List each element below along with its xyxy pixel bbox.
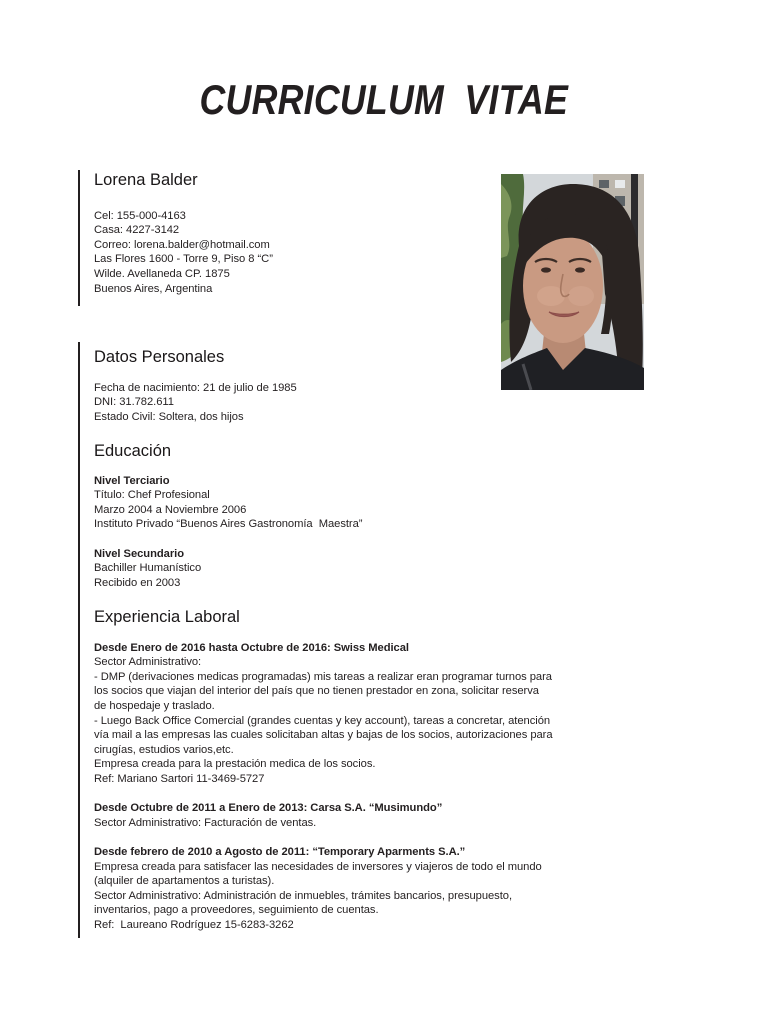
job-line: - Luego Back Office Comercial (grandes cuentas y key account), tareas a concretar, atención (94, 714, 551, 727)
spacer (94, 830, 553, 845)
cv-title: CURRICULUM VITAE (199, 76, 569, 123)
contact-city: Wilde. Avellaneda CP. 1875 (94, 268, 230, 281)
job-line: - DMP (derivaciones medicas programadas) mis tareas a realizar eran programar turnos para (94, 670, 552, 683)
contact-province: Buenos Aires, Argentina (94, 282, 213, 295)
education-line: Bachiller Humanístico (94, 562, 202, 575)
personal-birthdate: Fecha de nacimiento: 21 de julio de 1985 (94, 381, 297, 394)
contact-email: Correo: lorena.balder@hotmail.com (94, 238, 270, 251)
education-line: Marzo 2004 a Noviembre 2006 (94, 503, 247, 516)
contact-casa: Casa: 4227-3142 (94, 224, 180, 237)
profile-photo (501, 174, 644, 390)
job-title: Desde febrero de 2010 a Agosto de 2011: “Temporary Aparments S.A.” (94, 846, 466, 858)
job-line: Sector Administrativo: Facturación de ventas. (94, 816, 317, 829)
education-line: Recibido en 2003 (94, 576, 181, 589)
cv-title-wrap (0, 76, 768, 124)
education-level-heading: Nivel Terciario (94, 474, 170, 487)
job-title: Desde Enero de 2016 hasta Octubre de 2016: Swiss Medical (94, 641, 409, 654)
job-line: Empresa creada para satisfacer las necesidades de inversores y viajeros de todo el mundo (94, 860, 542, 873)
name-heading: Lorena Balder (94, 171, 198, 189)
section-heading-education: Educación (94, 442, 172, 460)
section-heading-personal: Datos Personales (94, 348, 225, 366)
job-line: los socios que viajan del interior del país que no tienen prestador en zona, solicitar reserva (94, 685, 539, 698)
contact-divider-bar (78, 170, 80, 306)
personal-block (94, 381, 297, 425)
spacer (94, 532, 362, 547)
job-line: Sector Administrativo: (94, 656, 202, 669)
job-line: Sector Administrativo: Administración de inmuebles, trámites bancarios, presupuesto, (94, 889, 513, 902)
contact-cel: Cel: 155-000-4163 (94, 209, 186, 222)
personal-civil-status: Estado Civil: Soltera, dos hijos (94, 410, 244, 423)
education-line: Título: Chef Profesional (94, 489, 210, 502)
body-divider-bar (78, 342, 80, 938)
education-block (94, 474, 362, 591)
education-line: Instituto Privado “Buenos Aires Gastronomía Maestra” (94, 518, 363, 531)
job-line: cirugías, estudios varios,etc. (94, 743, 234, 756)
job-line: de hospedaje y traslado. (94, 700, 215, 713)
section-heading-experience: Experiencia Laboral (94, 608, 240, 626)
contact-block (94, 209, 273, 297)
job-line: inventarios, pago a proveedores, seguimiento de cuentas. (94, 904, 379, 917)
job-line: Ref: Laureano Rodríguez 15-6283-3262 (94, 918, 294, 931)
job-line: Empresa creada para la prestación medica de los socios. (94, 758, 376, 771)
contact-address: Las Flores 1600 - Torre 9, Piso 8 “C” (94, 253, 273, 266)
education-level-heading: Nivel Secundario (94, 547, 184, 560)
job-line: Ref: Mariano Sartori 11-3469-5727 (94, 773, 265, 786)
job-line: vía mail a las empresas las cuales solicitaban altas y bajas de los socios, autorizaciones para (94, 729, 553, 742)
job-title: Desde Octubre de 2011 a Enero de 2013: Carsa S.A. “Musimundo” (94, 802, 443, 815)
personal-dni: DNI: 31.782.611 (94, 396, 174, 409)
profile-photo-image (501, 174, 644, 390)
spacer (94, 787, 553, 802)
experience-block (94, 641, 553, 933)
job-line: (alquiler de apartamentos a turistas). (94, 875, 275, 888)
